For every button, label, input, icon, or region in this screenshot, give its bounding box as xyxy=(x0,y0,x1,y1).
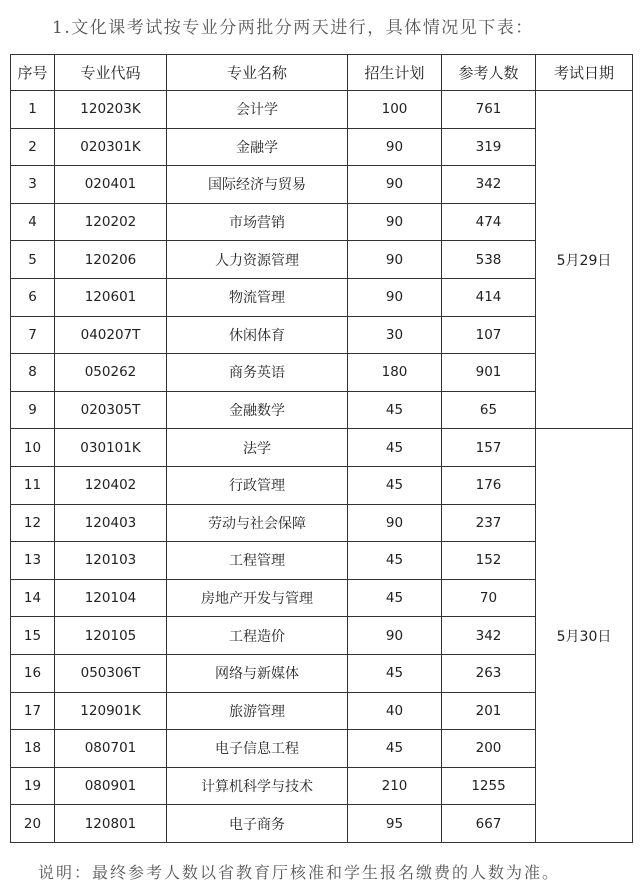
row-applicants: 152 xyxy=(442,542,536,580)
row-no: 17 xyxy=(11,692,55,730)
row-name: 房地产开发与管理 xyxy=(167,579,348,617)
row-name: 人力资源管理 xyxy=(167,241,348,279)
row-name: 会计学 xyxy=(167,91,348,129)
table-row xyxy=(11,429,633,467)
row-code: 120901K xyxy=(55,692,167,730)
row-name: 国际经济与贸易 xyxy=(167,166,348,204)
row-plan: 45 xyxy=(348,391,442,429)
row-name: 电子商务 xyxy=(167,805,348,843)
row-no: 10 xyxy=(11,429,55,467)
row-applicants: 107 xyxy=(442,316,536,354)
row-no: 1 xyxy=(11,91,55,129)
row-name: 法学 xyxy=(167,429,348,467)
row-code: 120601 xyxy=(55,278,167,316)
row-plan: 45 xyxy=(348,654,442,692)
row-name: 金融学 xyxy=(167,128,348,166)
row-applicants: 342 xyxy=(442,166,536,204)
row-applicants: 538 xyxy=(442,241,536,279)
row-plan: 30 xyxy=(348,316,442,354)
row-applicants: 1255 xyxy=(442,767,536,805)
row-applicants: 263 xyxy=(442,654,536,692)
row-plan: 45 xyxy=(348,542,442,580)
row-plan: 100 xyxy=(348,91,442,129)
row-applicants: 176 xyxy=(442,466,536,504)
row-plan: 90 xyxy=(348,166,442,204)
row-plan: 210 xyxy=(348,767,442,805)
row-no: 5 xyxy=(11,241,55,279)
row-code: 040207T xyxy=(55,316,167,354)
row-name: 物流管理 xyxy=(167,278,348,316)
row-no: 9 xyxy=(11,391,55,429)
row-name: 网络与新媒体 xyxy=(167,654,348,692)
row-applicants: 200 xyxy=(442,730,536,768)
row-code: 020401 xyxy=(55,166,167,204)
row-code: 120105 xyxy=(55,617,167,655)
header-code: 专业代码 xyxy=(55,55,167,91)
row-code: 020301K xyxy=(55,128,167,166)
row-plan: 45 xyxy=(348,579,442,617)
row-name: 市场营销 xyxy=(167,203,348,241)
row-plan: 90 xyxy=(348,504,442,542)
row-name: 行政管理 xyxy=(167,466,348,504)
row-plan: 45 xyxy=(348,429,442,467)
row-name: 劳动与社会保障 xyxy=(167,504,348,542)
row-applicants: 667 xyxy=(442,805,536,843)
row-no: 13 xyxy=(11,542,55,580)
row-name: 金融数学 xyxy=(167,391,348,429)
row-name: 休闲体育 xyxy=(167,316,348,354)
row-name: 商务英语 xyxy=(167,354,348,392)
row-applicants: 414 xyxy=(442,278,536,316)
row-no: 3 xyxy=(11,166,55,204)
row-plan: 45 xyxy=(348,466,442,504)
exam-date-cell: 5月30日 xyxy=(536,429,633,843)
row-plan: 40 xyxy=(348,692,442,730)
row-name: 电子信息工程 xyxy=(167,730,348,768)
row-code: 120202 xyxy=(55,203,167,241)
header-plan: 招生计划 xyxy=(348,55,442,91)
header-date: 考试日期 xyxy=(536,55,633,91)
row-applicants: 157 xyxy=(442,429,536,467)
row-name: 工程造价 xyxy=(167,617,348,655)
row-no: 15 xyxy=(11,617,55,655)
row-code: 080701 xyxy=(55,730,167,768)
row-no: 14 xyxy=(11,579,55,617)
row-applicants: 342 xyxy=(442,617,536,655)
row-no: 20 xyxy=(11,805,55,843)
row-applicants: 70 xyxy=(442,579,536,617)
row-plan: 90 xyxy=(348,128,442,166)
header-name: 专业名称 xyxy=(167,55,348,91)
row-applicants: 901 xyxy=(442,354,536,392)
row-code: 120801 xyxy=(55,805,167,843)
row-no: 7 xyxy=(11,316,55,354)
row-code: 030101K xyxy=(55,429,167,467)
row-code: 020305T xyxy=(55,391,167,429)
table-header-row xyxy=(11,55,633,91)
row-no: 2 xyxy=(11,128,55,166)
row-code: 080901 xyxy=(55,767,167,805)
row-code: 120206 xyxy=(55,241,167,279)
row-plan: 90 xyxy=(348,278,442,316)
row-no: 18 xyxy=(11,730,55,768)
row-name: 旅游管理 xyxy=(167,692,348,730)
row-no: 19 xyxy=(11,767,55,805)
row-plan: 180 xyxy=(348,354,442,392)
row-code: 050262 xyxy=(55,354,167,392)
row-plan: 90 xyxy=(348,203,442,241)
header-no: 序号 xyxy=(11,55,55,91)
footnote: 说明：最终参考人数以省教育厅核准和学生报名缴费的人数为准。 xyxy=(38,863,561,882)
row-name: 计算机科学与技术 xyxy=(167,767,348,805)
row-code: 050306T xyxy=(55,654,167,692)
intro-text: 1.文化课考试按专业分两批分两天进行，具体情况见下表： xyxy=(52,18,534,38)
row-code: 120203K xyxy=(55,91,167,129)
row-no: 4 xyxy=(11,203,55,241)
row-applicants: 237 xyxy=(442,504,536,542)
row-no: 11 xyxy=(11,466,55,504)
row-plan: 95 xyxy=(348,805,442,843)
row-code: 120103 xyxy=(55,542,167,580)
row-no: 16 xyxy=(11,654,55,692)
row-applicants: 65 xyxy=(442,391,536,429)
row-applicants: 319 xyxy=(442,128,536,166)
row-plan: 90 xyxy=(348,617,442,655)
header-applicants: 参考人数 xyxy=(442,55,536,91)
exam-date-cell: 5月29日 xyxy=(536,91,633,429)
row-code: 120104 xyxy=(55,579,167,617)
row-no: 6 xyxy=(11,278,55,316)
row-name: 工程管理 xyxy=(167,542,348,580)
row-plan: 45 xyxy=(348,730,442,768)
row-code: 120403 xyxy=(55,504,167,542)
row-applicants: 761 xyxy=(442,91,536,129)
row-code: 120402 xyxy=(55,466,167,504)
row-applicants: 474 xyxy=(442,203,536,241)
row-no: 12 xyxy=(11,504,55,542)
row-no: 8 xyxy=(11,354,55,392)
row-applicants: 201 xyxy=(442,692,536,730)
table-row xyxy=(11,91,633,129)
exam-schedule-table xyxy=(10,54,633,843)
row-plan: 90 xyxy=(348,241,442,279)
